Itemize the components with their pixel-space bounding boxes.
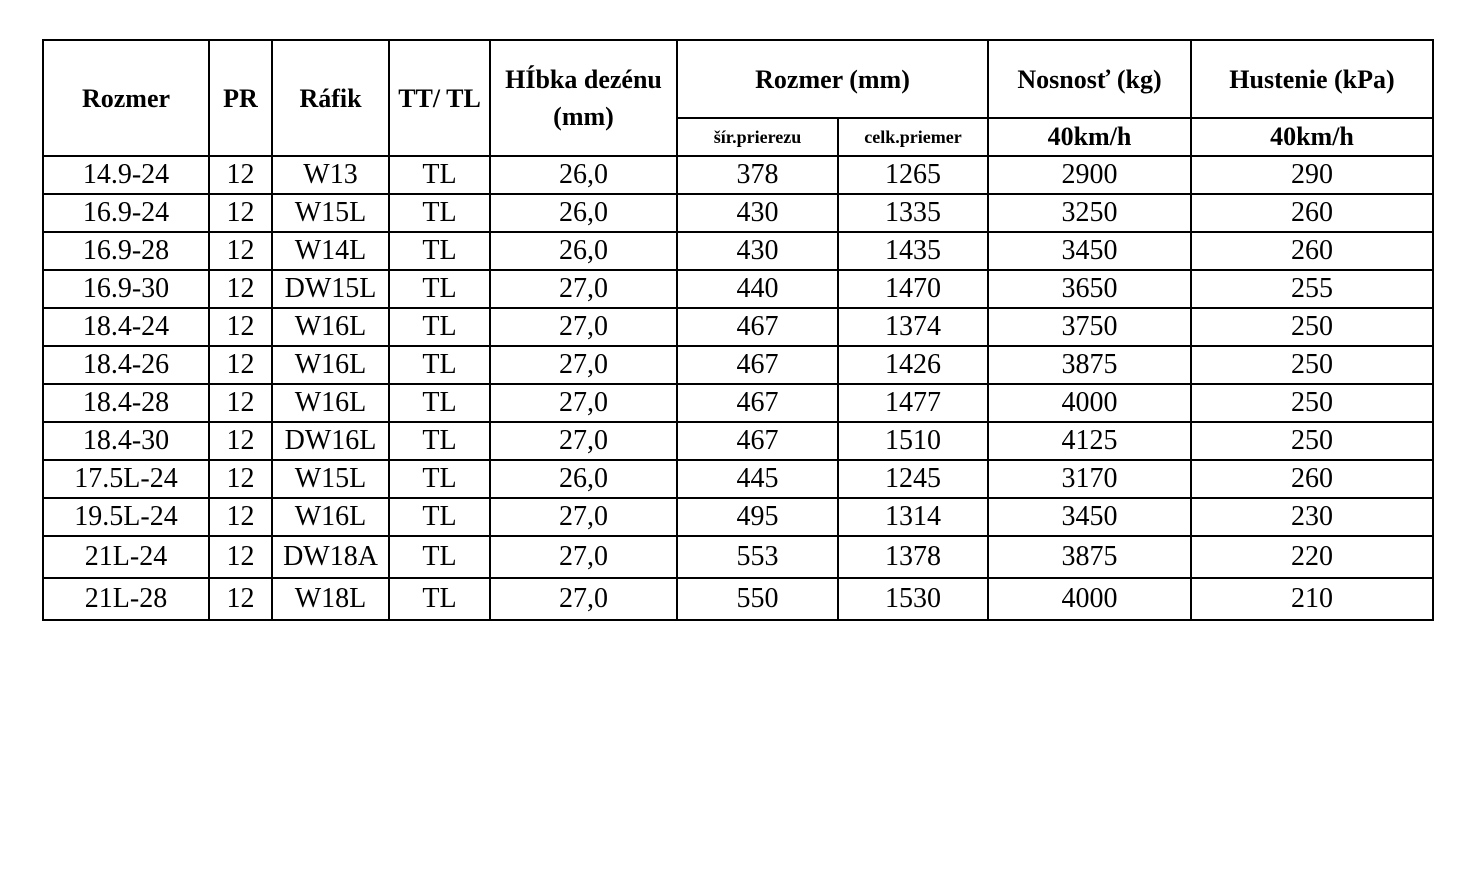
table-row: [43, 536, 1433, 578]
cell-section-width: 467: [677, 308, 838, 346]
table-row: [43, 422, 1433, 460]
header-overall-diameter: celk.priemer: [838, 118, 988, 156]
cell-rim: W15L: [272, 194, 389, 232]
header-tread-depth-line2: (mm): [553, 102, 614, 131]
cell-section-width: 467: [677, 384, 838, 422]
cell-load-capacity: 3875: [988, 346, 1191, 384]
table-body: [43, 156, 1433, 620]
table-row: [43, 498, 1433, 536]
cell-tt-tl: TL: [389, 308, 490, 346]
cell-tread-depth: 27,0: [490, 346, 677, 384]
header-row-main: [43, 40, 1433, 118]
cell-load-capacity: 4000: [988, 384, 1191, 422]
cell-size: 18.4-30: [43, 422, 209, 460]
cell-overall-diameter: 1374: [838, 308, 988, 346]
cell-inflation: 255: [1191, 270, 1433, 308]
cell-section-width: 445: [677, 460, 838, 498]
cell-pr: 12: [209, 232, 272, 270]
header-tread-depth: [490, 40, 677, 156]
cell-pr: 12: [209, 346, 272, 384]
cell-section-width: 430: [677, 232, 838, 270]
cell-load-capacity: 3875: [988, 536, 1191, 578]
cell-tread-depth: 26,0: [490, 194, 677, 232]
cell-section-width: 440: [677, 270, 838, 308]
cell-inflation: 260: [1191, 232, 1433, 270]
cell-rim: W13: [272, 156, 389, 194]
header-tt-tl: TT/ TL: [389, 40, 490, 156]
cell-tt-tl: TL: [389, 384, 490, 422]
cell-overall-diameter: 1477: [838, 384, 988, 422]
cell-overall-diameter: 1530: [838, 578, 988, 620]
cell-load-capacity: 3170: [988, 460, 1191, 498]
cell-overall-diameter: 1435: [838, 232, 988, 270]
header-tread-depth-line1: HÍbka dezénu: [505, 65, 662, 94]
cell-overall-diameter: 1426: [838, 346, 988, 384]
cell-rim: W18L: [272, 578, 389, 620]
cell-overall-diameter: 1245: [838, 460, 988, 498]
header-rim: Ráfik: [272, 40, 389, 156]
cell-tt-tl: TL: [389, 270, 490, 308]
cell-section-width: 495: [677, 498, 838, 536]
cell-section-width: 378: [677, 156, 838, 194]
cell-overall-diameter: 1335: [838, 194, 988, 232]
header-inflation-speed: 40km/h: [1191, 118, 1433, 156]
table-row: [43, 384, 1433, 422]
cell-tread-depth: 26,0: [490, 232, 677, 270]
cell-inflation: 290: [1191, 156, 1433, 194]
cell-size: 16.9-24: [43, 194, 209, 232]
header-size: Rozmer: [43, 40, 209, 156]
cell-load-capacity: 4000: [988, 578, 1191, 620]
table-row: [43, 578, 1433, 620]
cell-tt-tl: TL: [389, 498, 490, 536]
cell-tt-tl: TL: [389, 460, 490, 498]
tire-spec-table: [42, 39, 1434, 621]
cell-pr: 12: [209, 308, 272, 346]
table-row: [43, 270, 1433, 308]
table-row: [43, 232, 1433, 270]
cell-load-capacity: 3450: [988, 498, 1191, 536]
cell-pr: 12: [209, 422, 272, 460]
header-inflation: Hustenie (kPa): [1191, 40, 1433, 118]
cell-rim: W16L: [272, 498, 389, 536]
cell-rim: W16L: [272, 308, 389, 346]
cell-tt-tl: TL: [389, 346, 490, 384]
cell-pr: 12: [209, 270, 272, 308]
cell-section-width: 467: [677, 422, 838, 460]
cell-tread-depth: 27,0: [490, 498, 677, 536]
cell-overall-diameter: 1510: [838, 422, 988, 460]
header-section-width: šír.prierezu: [677, 118, 838, 156]
cell-tt-tl: TL: [389, 156, 490, 194]
cell-section-width: 550: [677, 578, 838, 620]
cell-rim: W16L: [272, 384, 389, 422]
cell-rim: W16L: [272, 346, 389, 384]
cell-rim: W15L: [272, 460, 389, 498]
cell-inflation: 230: [1191, 498, 1433, 536]
table-row: [43, 346, 1433, 384]
cell-pr: 12: [209, 194, 272, 232]
cell-overall-diameter: 1314: [838, 498, 988, 536]
cell-size: 18.4-28: [43, 384, 209, 422]
cell-tt-tl: TL: [389, 194, 490, 232]
cell-size: 14.9-24: [43, 156, 209, 194]
cell-pr: 12: [209, 384, 272, 422]
cell-pr: 12: [209, 536, 272, 578]
cell-pr: 12: [209, 460, 272, 498]
cell-section-width: 430: [677, 194, 838, 232]
cell-inflation: 220: [1191, 536, 1433, 578]
cell-section-width: 553: [677, 536, 838, 578]
cell-size: 18.4-26: [43, 346, 209, 384]
cell-tread-depth: 27,0: [490, 308, 677, 346]
cell-inflation: 250: [1191, 308, 1433, 346]
cell-tread-depth: 27,0: [490, 536, 677, 578]
cell-size: 21L-24: [43, 536, 209, 578]
cell-load-capacity: 3750: [988, 308, 1191, 346]
cell-size: 16.9-30: [43, 270, 209, 308]
cell-rim: W14L: [272, 232, 389, 270]
cell-inflation: 260: [1191, 460, 1433, 498]
cell-overall-diameter: 1470: [838, 270, 988, 308]
table-row: [43, 308, 1433, 346]
cell-load-capacity: 3250: [988, 194, 1191, 232]
table-row: [43, 460, 1433, 498]
cell-load-capacity: 3450: [988, 232, 1191, 270]
cell-tread-depth: 27,0: [490, 384, 677, 422]
cell-size: 16.9-28: [43, 232, 209, 270]
table-row: [43, 156, 1433, 194]
cell-load-capacity: 4125: [988, 422, 1191, 460]
cell-size: 17.5L-24: [43, 460, 209, 498]
cell-pr: 12: [209, 156, 272, 194]
cell-load-capacity: 2900: [988, 156, 1191, 194]
cell-tt-tl: TL: [389, 422, 490, 460]
cell-pr: 12: [209, 498, 272, 536]
cell-inflation: 250: [1191, 422, 1433, 460]
cell-size: 19.5L-24: [43, 498, 209, 536]
cell-size: 18.4-24: [43, 308, 209, 346]
cell-inflation: 250: [1191, 384, 1433, 422]
header-pr: PR: [209, 40, 272, 156]
cell-pr: 12: [209, 578, 272, 620]
header-load-speed: 40km/h: [988, 118, 1191, 156]
cell-inflation: 210: [1191, 578, 1433, 620]
cell-inflation: 260: [1191, 194, 1433, 232]
cell-tread-depth: 27,0: [490, 578, 677, 620]
cell-overall-diameter: 1265: [838, 156, 988, 194]
cell-section-width: 467: [677, 346, 838, 384]
cell-overall-diameter: 1378: [838, 536, 988, 578]
header-dimensions: Rozmer (mm): [677, 40, 988, 118]
cell-tread-depth: 26,0: [490, 460, 677, 498]
cell-tread-depth: 26,0: [490, 156, 677, 194]
cell-rim: DW18A: [272, 536, 389, 578]
cell-inflation: 250: [1191, 346, 1433, 384]
cell-size: 21L-28: [43, 578, 209, 620]
cell-tt-tl: TL: [389, 232, 490, 270]
cell-rim: DW15L: [272, 270, 389, 308]
cell-tt-tl: TL: [389, 536, 490, 578]
cell-load-capacity: 3650: [988, 270, 1191, 308]
header-load-capacity: Nosnosť (kg): [988, 40, 1191, 118]
cell-tread-depth: 27,0: [490, 270, 677, 308]
cell-tt-tl: TL: [389, 578, 490, 620]
cell-rim: DW16L: [272, 422, 389, 460]
cell-tread-depth: 27,0: [490, 422, 677, 460]
table-row: [43, 194, 1433, 232]
